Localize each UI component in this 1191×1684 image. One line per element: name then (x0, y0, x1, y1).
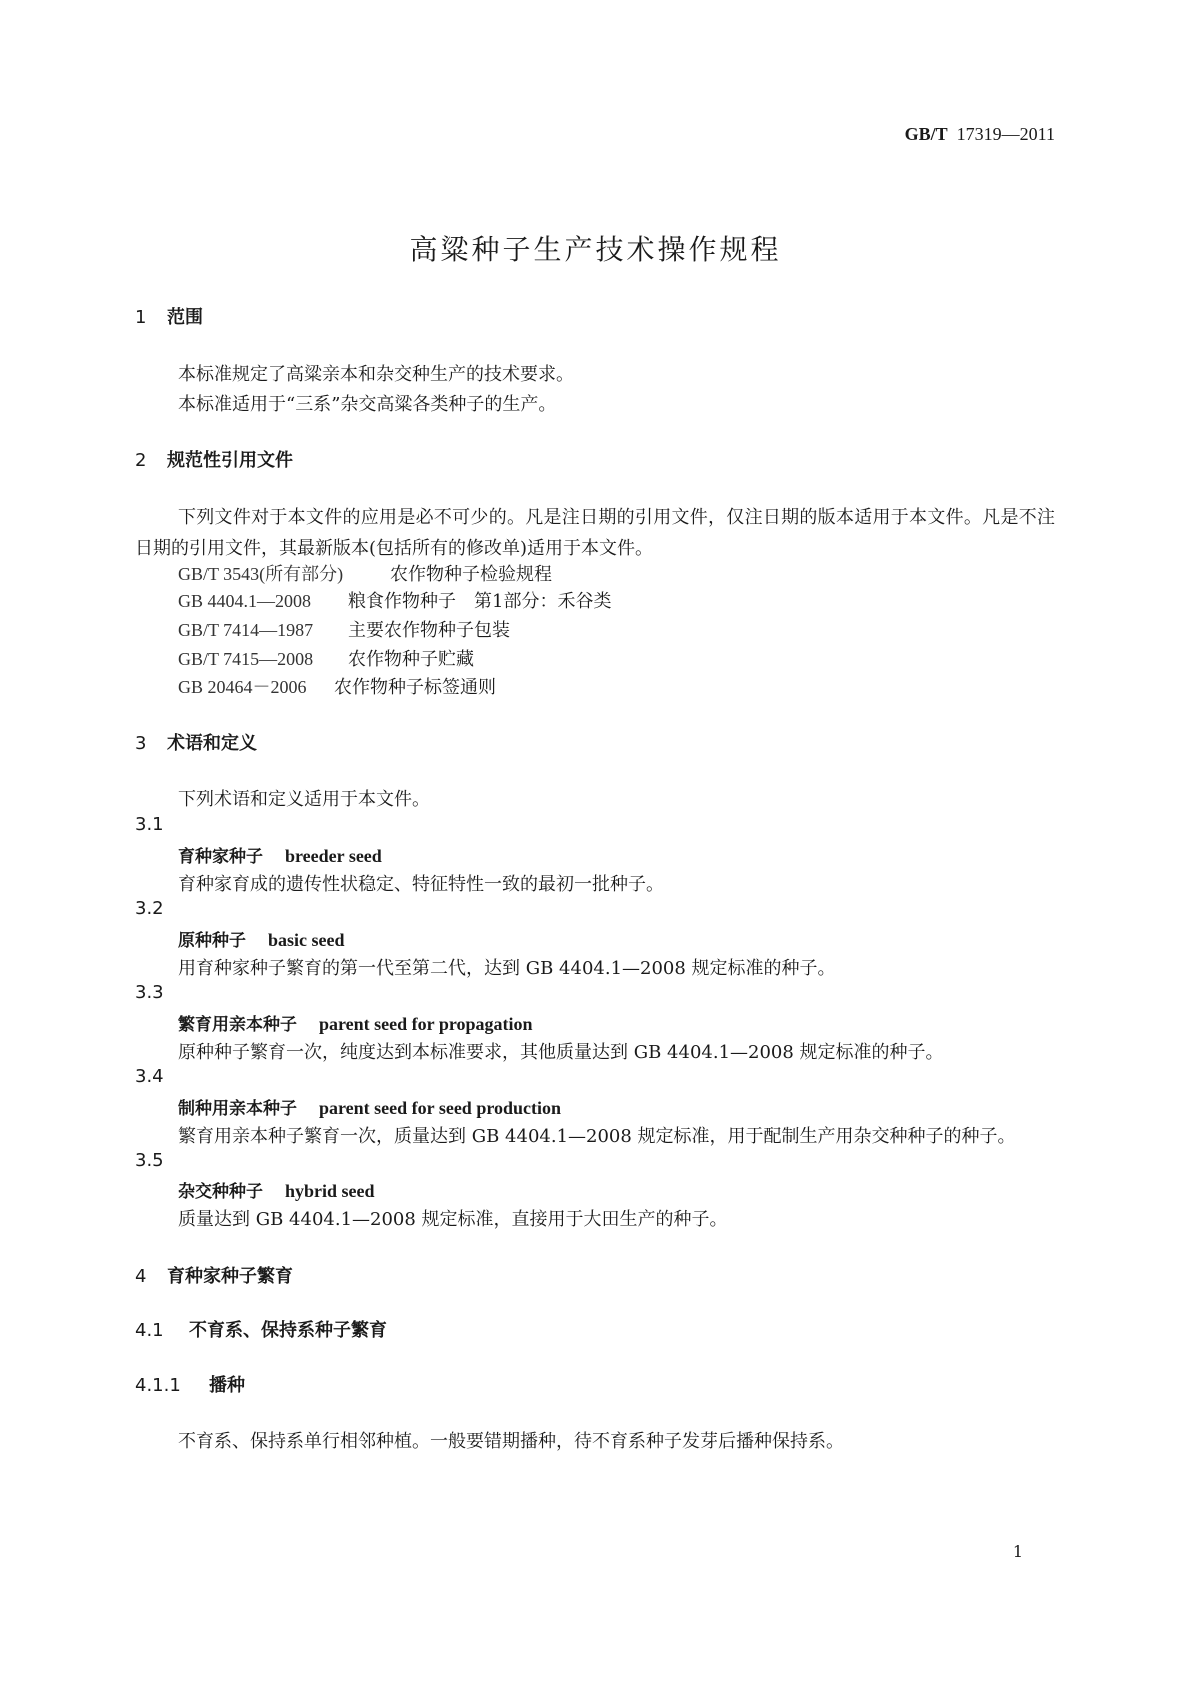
subsection-4-1-1-heading (135, 1371, 245, 1397)
reference-code: GB/T 7414—1987 (178, 620, 314, 640)
term-number: 3.3 (135, 982, 164, 1003)
page-number: 1 (1012, 1542, 1023, 1561)
term-number: 3.5 (135, 1150, 164, 1171)
term-zh: 育种家种子 (178, 847, 263, 867)
section-title: 范围 (167, 307, 203, 328)
term-en: parent seed for seed production (319, 1098, 562, 1118)
subsection-title: 播种 (209, 1375, 245, 1396)
term-definition: 用育种家种子繁育的第一代至第二代，达到 GB 4404.1—2008 规定标准的种子。 (178, 958, 836, 979)
reference-code: GB/T 3543(所有部分) (178, 564, 344, 584)
term-zh: 原种种子 (178, 931, 246, 951)
term-zh: 杂交种种子 (178, 1182, 263, 1202)
reference-title: 农作物种子检验规程 (390, 564, 552, 585)
section-title: 术语和定义 (167, 733, 257, 754)
term-heading (178, 926, 345, 951)
term-en: hybrid seed (285, 1181, 375, 1201)
term-number: 3.2 (135, 898, 164, 919)
section-3-heading (135, 729, 257, 755)
term-en: parent seed for propagation (319, 1014, 533, 1034)
reference-item (178, 560, 552, 586)
term-heading (178, 842, 382, 867)
term-heading (178, 1177, 375, 1202)
section-number: 3 (135, 733, 147, 754)
section-number: 2 (135, 450, 147, 471)
reference-title: 农作物种子标签通则 (334, 677, 496, 698)
paragraph: 下列文件对于本文件的应用是必不可少的。凡是注日期的引用文件，仅注日期的版本适用于本文件。凡是不注日期的引用文件，其最新版本(包括所有的修改单)适用于本文件。 (135, 507, 1055, 559)
term-heading (178, 1010, 533, 1035)
section-title: 育种家种子繁育 (167, 1266, 293, 1287)
reference-code: GB 4404.1—2008 (178, 591, 312, 611)
paragraph: 本标准适用于“三系”杂交高粱各类种子的生产。 (178, 394, 557, 415)
term-definition: 繁育用亲本种子繁育一次，质量达到 GB 4404.1—2008 规定标准，用于配制生产用杂交种种子的种子。 (178, 1126, 1016, 1147)
reference-title: 粮食作物种子 第1部分：禾谷类 (348, 591, 612, 612)
reference-item (178, 673, 496, 699)
subsection-title: 不育系、保持系种子繁育 (189, 1320, 387, 1341)
document-title: 高粱种子生产技术操作规程 (409, 233, 782, 266)
standard-code (905, 124, 1055, 145)
subsection-4-1-heading (135, 1316, 387, 1342)
term-number: 3.4 (135, 1066, 164, 1087)
section-4-heading (135, 1262, 293, 1288)
term-heading (178, 1094, 561, 1119)
term-definition: 育种家育成的遗传性状稳定、特征特性一致的最初一批种子。 (178, 874, 664, 895)
reference-item (178, 616, 510, 642)
section-1-heading (135, 303, 203, 329)
term-zh: 繁育用亲本种子 (178, 1015, 297, 1035)
term-definition: 质量达到 GB 4404.1—2008 规定标准，直接用于大田生产的种子。 (178, 1209, 728, 1230)
subsection-number: 4.1 (135, 1320, 164, 1341)
paragraph: 本标准规定了高粱亲本和杂交种生产的技术要求。 (178, 364, 574, 385)
reference-title: 主要农作物种子包装 (348, 620, 510, 641)
section-number: 4 (135, 1266, 147, 1287)
term-definition: 原种种子繁育一次，纯度达到本标准要求，其他质量达到 GB 4404.1—2008 规定标准的种子。 (178, 1042, 944, 1063)
standard-number: 17319—2011 (956, 124, 1055, 144)
section-title: 规范性引用文件 (167, 450, 293, 471)
paragraph: 不育系、保持系单行相邻种植。一般要错期播种，待不育系种子发芽后播种保持系。 (178, 1431, 844, 1452)
section-number: 1 (135, 307, 147, 328)
subsection-number: 4.1.1 (135, 1375, 181, 1396)
reference-item (178, 587, 611, 613)
reference-code: GB/T 7415—2008 (178, 649, 314, 669)
term-en: basic seed (268, 930, 345, 950)
section-2-heading (135, 446, 293, 472)
term-en: breeder seed (285, 846, 382, 866)
term-zh: 制种用亲本种子 (178, 1099, 297, 1119)
reference-code: GB 20464－2006 (178, 677, 307, 697)
standard-prefix: GB/T (904, 124, 948, 144)
reference-item (178, 645, 474, 671)
paragraph: 下列术语和定义适用于本文件。 (178, 789, 430, 810)
term-number: 3.1 (135, 814, 164, 835)
reference-title: 农作物种子贮藏 (348, 649, 474, 670)
